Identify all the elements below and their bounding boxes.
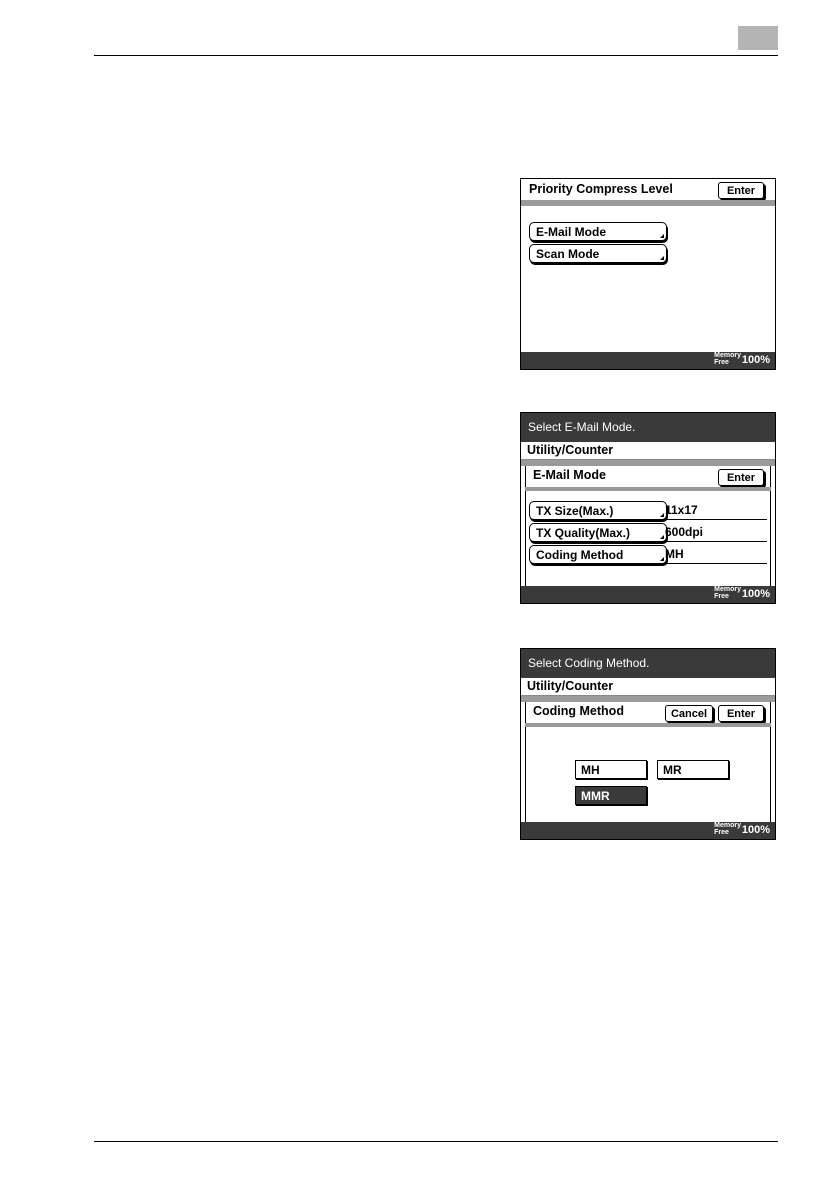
- memory-free-label: Memory Free: [714, 822, 741, 836]
- tx-size-value: 11x17: [663, 501, 767, 520]
- footer-rule: [94, 1141, 778, 1142]
- scan-mode-button[interactable]: Scan Mode: [529, 244, 667, 263]
- memory-free-value: 100%: [741, 354, 770, 366]
- memory-free-value: 100%: [741, 588, 770, 600]
- memory-free-label: Memory Free: [714, 352, 741, 366]
- header-rule: [94, 55, 778, 56]
- section-title: Utility/Counter: [521, 678, 775, 696]
- screen-title: Priority Compress Level: [529, 182, 673, 196]
- enter-button[interactable]: Enter: [718, 705, 764, 722]
- memory-free-label: Memory Free: [714, 586, 741, 600]
- email-mode-screen: [520, 412, 776, 604]
- sub-title: Coding Method: [533, 704, 624, 718]
- memory-free-value: 100%: [741, 824, 770, 836]
- section-title: Utility/Counter: [521, 442, 775, 460]
- email-mode-button[interactable]: E-Mail Mode: [529, 222, 667, 241]
- status-bar: [521, 352, 775, 369]
- coding-method-button[interactable]: Coding Method: [529, 545, 667, 564]
- chapter-tab: [738, 26, 778, 50]
- sub-title-divider: [525, 487, 771, 491]
- status-bar: [521, 586, 775, 603]
- cancel-button[interactable]: Cancel: [665, 705, 713, 722]
- tx-quality-button[interactable]: TX Quality(Max.): [529, 523, 667, 542]
- option-mmr-button[interactable]: MMR: [575, 786, 647, 805]
- tx-quality-value: 600dpi: [663, 523, 767, 542]
- option-mh-button[interactable]: MH: [575, 760, 647, 779]
- sub-title: E-Mail Mode: [533, 468, 606, 482]
- priority-compress-level-screen: [520, 178, 776, 370]
- message-bar: Select E-Mail Mode.: [521, 413, 775, 442]
- message-bar: Select Coding Method.: [521, 649, 775, 678]
- tx-size-button[interactable]: TX Size(Max.): [529, 501, 667, 520]
- coding-method-value: MH: [663, 545, 767, 564]
- enter-button[interactable]: Enter: [718, 182, 764, 199]
- option-mr-button[interactable]: MR: [657, 760, 729, 779]
- enter-button[interactable]: Enter: [718, 469, 764, 486]
- sub-title-divider: [525, 723, 771, 727]
- status-bar: [521, 822, 775, 839]
- coding-method-screen: [520, 648, 776, 840]
- title-divider: [521, 200, 775, 206]
